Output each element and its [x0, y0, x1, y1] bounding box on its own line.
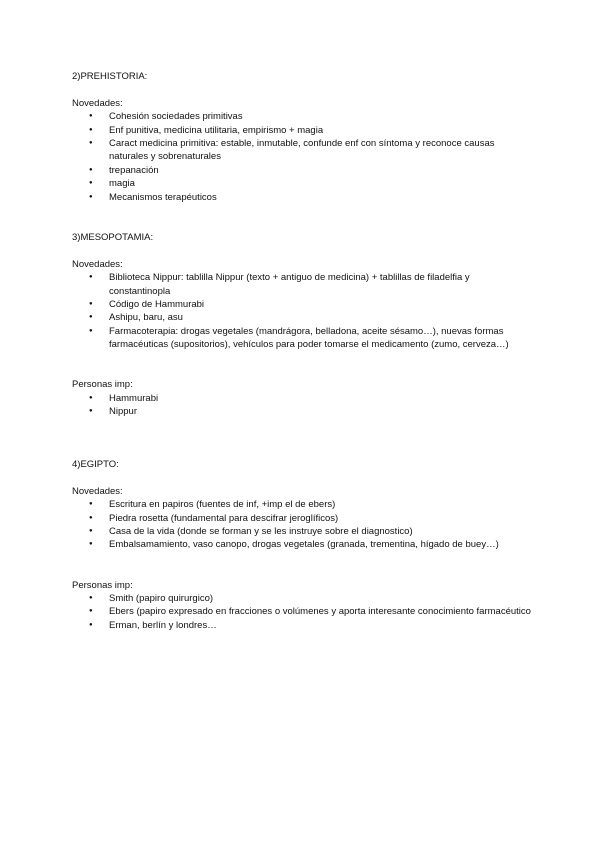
list-item: ● Ashipu, baru, asu: [72, 311, 532, 324]
personas-list: [72, 392, 532, 419]
list-item: ● Erman, berlín y londres…: [72, 619, 532, 632]
personas-label: Personas imp:: [72, 579, 133, 591]
novedades-list: [72, 110, 532, 204]
list-item: ● Código de Hammurabi: [72, 298, 532, 311]
list-item: ● Ebers (papiro expresado en fracciones o volúmenes y aporta interesante conocimiento farmacéutico: [72, 605, 532, 618]
list-item: ● Cohesión sociedades primitivas: [72, 110, 532, 123]
list-item: ● Enf punitiva, medicina utilitaria, empirismo + magia: [72, 124, 532, 137]
personas-label: Personas imp:: [72, 379, 133, 391]
list-item: ● Hammurabi: [72, 392, 532, 405]
list-item: ● Escritura en papiros (fuentes de inf, +imp el de ebers): [72, 498, 532, 511]
section-prehistoria: [72, 70, 532, 204]
personas-list: [72, 592, 532, 632]
list-item: ● Nippur: [72, 405, 532, 418]
list-item: ● Piedra rosetta (fundamental para descifrar jeroglíficos): [72, 512, 532, 525]
novedades-label: Novedades:: [72, 485, 123, 497]
novedades-list: [72, 271, 532, 351]
list-item: ● Caract medicina primitiva: estable, inmutable, confunde enf con síntoma y reconoce causas naturales y sobrenaturales: [72, 137, 532, 164]
list-item: ● Farmacoterapia: drogas vegetales (mandrágora, belladona, aceite sésamo…), nuevas formas farmacéuticas (supositorios), vehículos para poder tomarse el medicamento (zumo, cerveza…): [72, 325, 532, 352]
list-item: ● trepanación: [72, 164, 532, 177]
section-egipto: [72, 458, 532, 632]
section-heading: 2)PREHISTORIA:: [72, 71, 148, 82]
novedades-label: Novedades:: [72, 97, 123, 109]
list-item: ● Mecanismos terapéuticos: [72, 191, 532, 204]
novedades-list: [72, 498, 532, 552]
list-item: ● magia: [72, 177, 532, 190]
section-mesopotamia: [72, 231, 532, 419]
list-item: ● Smith (papiro quirurgico): [72, 592, 532, 605]
list-item: ● Casa de la vida (donde se forman y se les instruye sobre el diagnostico): [72, 525, 532, 538]
novedades-label: Novedades:: [72, 258, 123, 270]
list-item: ● Embalsamamiento, vaso canopo, drogas vegetales (granada, trementina, hígado de buey…): [72, 538, 532, 551]
section-heading: 4)EGIPTO:: [72, 459, 119, 470]
list-item: ● Biblioteca Nippur: tablilla Nippur (texto + antiguo de medicina) + tablillas de filadelfia y constantinopla: [72, 271, 532, 298]
section-heading: 3)MESOPOTAMIA:: [72, 232, 154, 243]
